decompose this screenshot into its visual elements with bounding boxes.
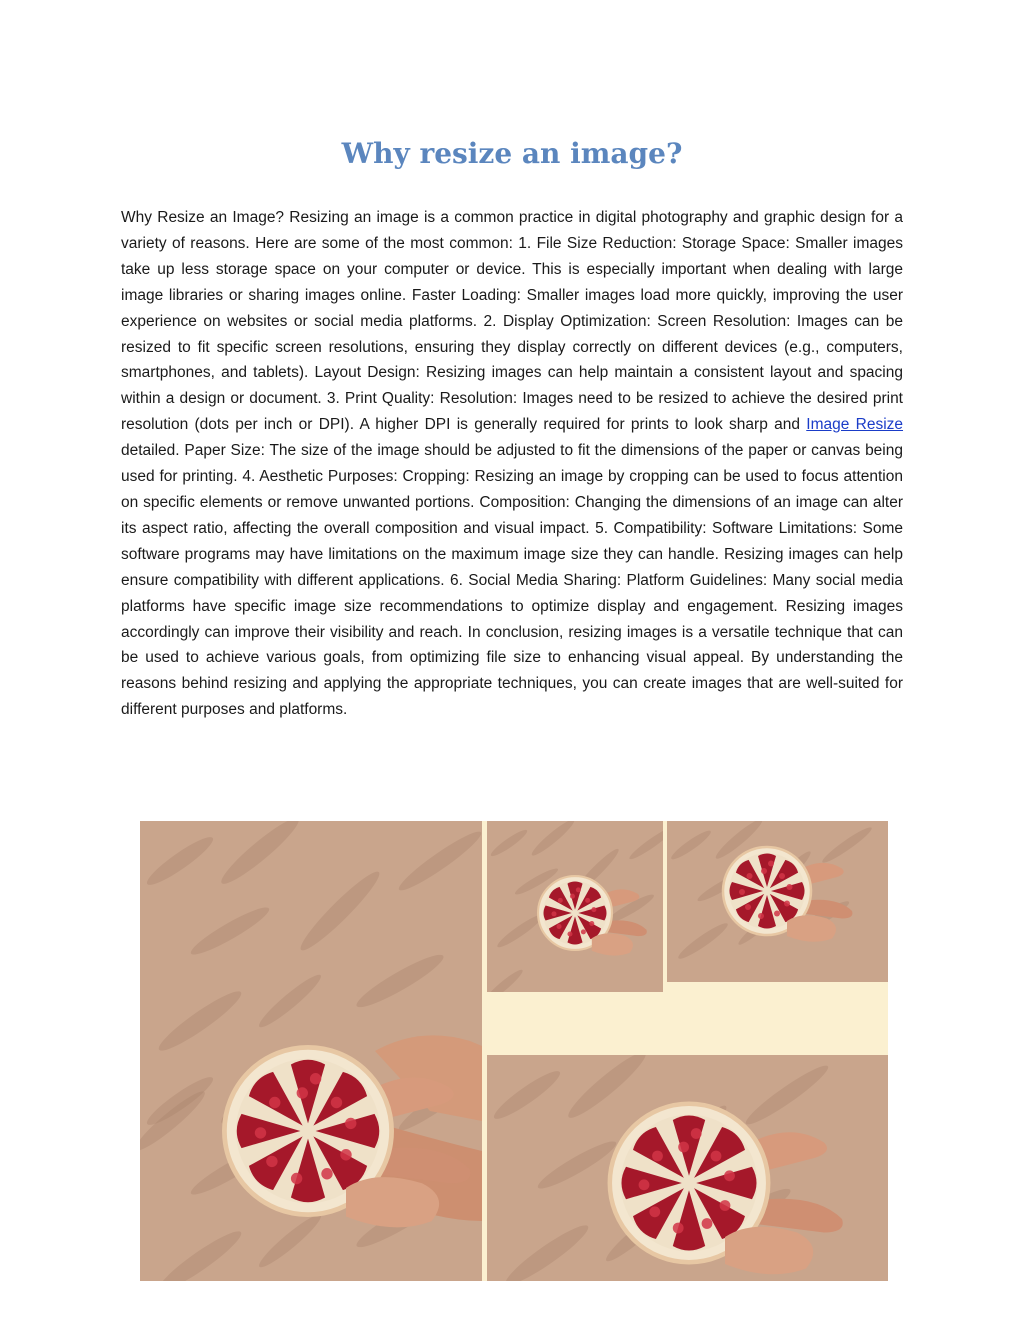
page-title: Why resize an image?: [341, 136, 683, 170]
body-text-part-1: Why Resize an Image? Resizing an image is a common practice in digital photography and graphic design for a variety of reasons. Here are some of the most common: 1. File Size Reduction: Storage Space: Smaller images take up less storage space on your computer or device. This is especially important when dealing with large image libraries or sharing images online. Faster Loading: Smaller images load more quickly, improving the user experience on websites or social media platforms. 2. Display Optimization: Screen Resolution: Images can be resized to fit specific screen resolutions, ensuring they display correctly on different devices (e.g., computers, smartphones, and tablets). Layout Design: Resizing images can help maintain a consistent layout and spacing within a design or document. 3. Print Quality: Resolution: Images need to be resized to achieve the desired print resolution (dots per inch or DPI). A higher DPI is generally required for prints to look sharp and: [121, 209, 903, 434]
pomegranate-photo-small-1: [487, 821, 663, 992]
pomegranate-photo-medium: [487, 1055, 888, 1281]
image-resize-link[interactable]: Image Resize: [806, 416, 904, 434]
pomegranate-photo-small-2: [667, 821, 888, 982]
pomegranate-collage: [140, 821, 888, 1281]
body-text-part-2: detailed. Paper Size: The size of the image should be adjusted to fit the dimensions of the paper or canvas being used for printing. 4. Aesthetic Purposes: Cropping: Resizing an image by cropping can be used to focus attention on specific elements or remove unwanted portions. Composition: Changing the dimensions of an image can alter its aspect ratio, affecting the overall composition and visual impact. 5. Compatibility: Software Limitations: Some software programs may have limitations on the maximum image size they can handle. Resizing images can help ensure compatibility with different applications. 6. Social Media Sharing: Platform Guidelines: Many social media platforms have specific image size recommendations to optimize display and engagement. Resizing images accordingly can improve their visibility and reach. In conclusion, resizing images is a versatile technique that can be used to achieve various goals, from optimizing file size to enhancing visual appeal. By understanding the reasons behind resizing and applying the appropriate techniques, you can create images that are well-suited for different purposes and platforms.: [121, 442, 903, 719]
pomegranate-photo-large: [140, 821, 482, 1281]
body-paragraph: [121, 205, 903, 723]
